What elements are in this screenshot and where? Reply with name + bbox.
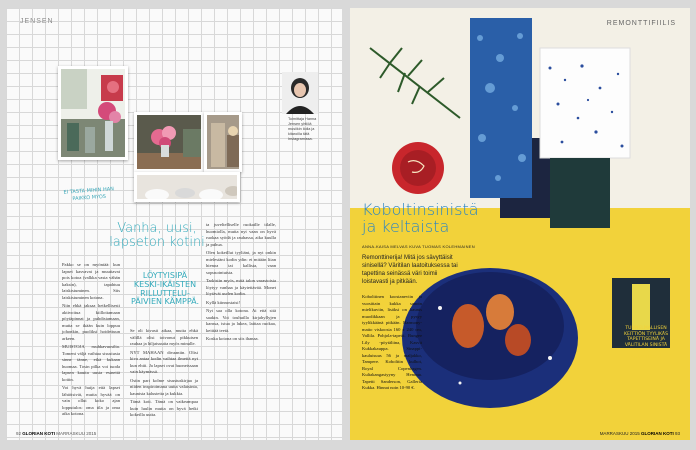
section-label: JENSEN	[20, 18, 54, 25]
photo-tulips-art	[137, 115, 204, 172]
photo-tulips	[134, 112, 204, 172]
paragraph: MUISTOJA ruuhkavuosilta. Tomeni väljä vaihtaa sisustusta sinne tänne, eikä kukaan huomaa. Tosin pilka voi tuoda lapsen kautta uusia esineitä kotiin.	[62, 344, 120, 382]
page-footer	[600, 431, 680, 436]
paragraph: Tämä koti. Tämä on vaikeampaa kuin luulin mutta on hyvä hetki kokeilla uutta.	[130, 399, 198, 418]
footer-brand: GLORIAN KOTI	[22, 431, 56, 436]
product-details: Kobolttinen koostaneviin ja vuosittain kukka sanoin mielikuviin, lisäksi on kaunis muodikkaan ja pysyy tyylikkäänä pitkään. Harmony-matto viskoosia 160 x 240 cm, Vallila. Pohjola-tapetti. Bungee Lily -pöytäliina, Kasvit Kukkakauppa. Sinappi-kauluisuus 56 ja maljakko, Tampere. Kobolttin kulhot, Royal Copenhagen. Kultakangastyyny Hemma. Tapetti Sanderson, Galleria Kukka. Hinnat noin 10-90 €.	[362, 294, 422, 391]
page-number: 92	[16, 431, 22, 436]
footer-brand: GLORIAN KOTI	[640, 431, 674, 436]
photo-tableware-art	[137, 175, 240, 202]
callout-text: TUNNELMALLISEN KEITTIÖN TYYLIKÄS TAPETTISEINÄ JA VÄLITILAN SINISTÄ LAATTAA TAI KERAMIIKKAA	[624, 326, 668, 360]
avatar	[282, 72, 318, 114]
footer-issue: MARRASKUU 2015	[56, 431, 97, 436]
paragraph: Se oli kivasti aikaa, mutta ehkä välillä olisi toivonut pikkuisen rauhaa ja hiljaisuutta myös minulle.	[130, 328, 198, 347]
article-column-2	[130, 328, 198, 421]
intro-text: Remonttinerija! Mitä jos sävyttäisit sinisellä? Väritilan laatoituksessa tai tapettina seinässä väri toimii loistavasti ja pitkään.	[362, 255, 458, 286]
photo-kitchen-flowers-art	[61, 69, 128, 160]
paragraph: Koska kotona on siis ihanaa.	[206, 336, 259, 342]
article-column-3	[206, 222, 276, 345]
photo-tableware	[134, 172, 240, 202]
left-page	[6, 8, 342, 440]
photo-vase-art	[207, 115, 242, 172]
footer-issue: MARRASKUU 2015	[599, 431, 640, 436]
portrait-caption: Toimittaja Hanna Jensen yhtiöä musiikin ilolla ja kitaroilla tätä Instagramissa.	[288, 117, 317, 141]
photo-kitchen-flowers	[58, 66, 128, 160]
page-number: 93	[674, 431, 680, 436]
author-portrait	[282, 72, 318, 114]
paragraph: Olen kokeillut tyyliäni, ja nyt onkin mielestäni kodin ydin: ei mitään liian hienoa tai kallista, vaan sopusointuista.	[206, 250, 276, 275]
paragraph: Nyt saa olla kotona. Ai että sitä saakin. Voi touhuilla kirjahyllyjen kanssa, istua ja lukea, laittaa ruokaa, keittää teetä.	[206, 308, 276, 333]
pull-quote: LÖYTYISIPÄ KESKI-IKÄISTEN RILLUTTELU- PÄIVIEN KÄMPPÄ.	[130, 271, 200, 307]
page-title: Vanha, uusi, lapseton kotini	[109, 221, 205, 250]
paragraph: Tarkistin myös, mitä talon varastoista löytyy vanhaa ja käytettävää. Monet löytävät uuden kodin.	[206, 278, 276, 297]
photo-vase	[204, 112, 242, 172]
page-footer	[16, 431, 96, 436]
paragraph: Pakko se on myöntää: kun lapset kasvavat ja muuttavat pois kotoa (valkka vasta vähän kaksin), tapahtuu laiskistuminen. Siis laiskistuminen kotona.	[62, 262, 120, 300]
right-page	[350, 8, 690, 440]
paragraph: Kyllä kiinnostaisi!	[206, 299, 241, 305]
paragraph: Niin ehkä jaksaa hetkellisesti aktivoitua kiillottamaan pöytäpinnat ja puhdistamaan, mutta se ikään kuin loppuu johonkin, puoliksi hoidettuun arkeen.	[62, 303, 120, 341]
byline: ANNA-KAISA MELVAS KUVA TUOMAS KOLEHMAINEN	[362, 244, 475, 249]
section-label: REMONTTIFIILIS	[606, 20, 676, 27]
paragraph: Voi hyvä huija että lapset lähtöisivät, mutta hyvää on vain ollut koko ajan lopputulos: oma tila ja oma aika kotona.	[62, 385, 120, 417]
photo-caption: EI TASTA MIHIN HAN PAIKKO MYOS	[63, 186, 115, 202]
paragraph: NYT MAHAAN divaaniin. Olisi kiva antaa kodin vaihtaa ilmettä nyt kun ehtii. Ja lapset ovat huoneissaan vain käymässä.	[130, 349, 198, 375]
article-column-1	[62, 262, 120, 420]
paragraph: ta juveltelliselle ruokaille tilalle, huomiolla, mutta nyt vaan on hyvä ruokaa syödä ja rauhassa, aika kuulla ja puhua.	[206, 222, 276, 247]
paragraph: Ostin pari kolme sisustuskirjaa ja niiden inspiroimana uutta valaisinta, kaunista kalustetta ja kukkia.	[130, 377, 198, 396]
page-title: Koboltinsinistä ja keltaista	[362, 200, 479, 236]
